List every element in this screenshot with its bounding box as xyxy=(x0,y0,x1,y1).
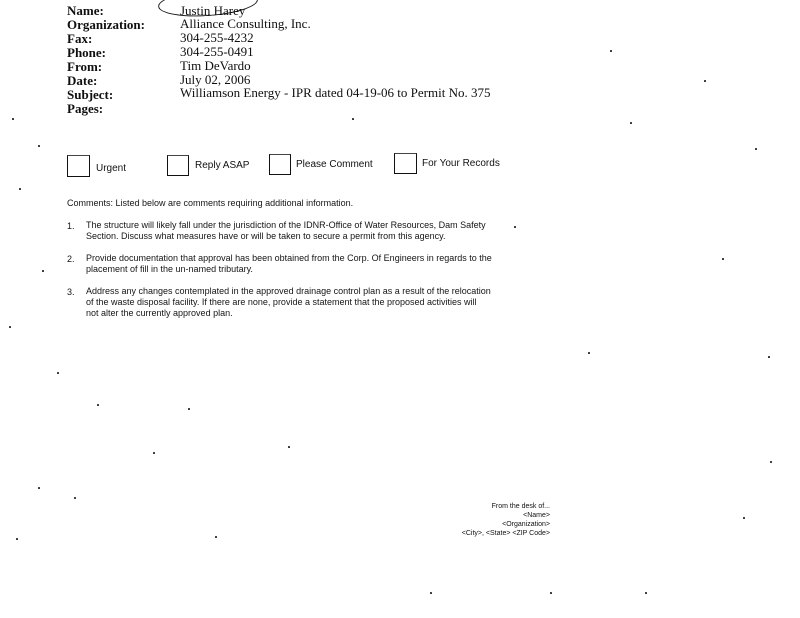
scan-speck xyxy=(74,497,76,499)
scan-speck xyxy=(42,270,44,272)
organization-label: Organization: xyxy=(67,17,145,32)
scan-speck xyxy=(755,148,757,150)
organization-value: Alliance Consulting, Inc. xyxy=(180,16,311,31)
item-3-line-1: Address any changes contemplated in the approved drainage control plan as a result of the relocation xyxy=(86,286,491,296)
scan-speck xyxy=(610,50,612,52)
scan-speck xyxy=(352,118,354,120)
scan-speck xyxy=(645,592,647,594)
subject-value: Williamson Energy - IPR dated 04-19-06 to Permit No. 375 xyxy=(180,85,491,100)
item-2-line-2: placement of fill in the un-named tributary. xyxy=(86,264,253,274)
urgent-checkbox[interactable] xyxy=(67,155,90,177)
footer-city-state-zip: <City>, <State> <ZIP Code> xyxy=(461,530,550,537)
scan-speck xyxy=(288,446,290,448)
scan-speck xyxy=(9,326,11,328)
item-3-line-3: not alter the currently approved plan. xyxy=(86,308,233,318)
scan-speck xyxy=(57,372,59,374)
item-2-line-1: Provide documentation that approval has been obtained from the Corp. Of Engineers in regards to the xyxy=(86,253,492,263)
reply-asap-checkbox[interactable] xyxy=(167,155,189,176)
scan-speck xyxy=(768,356,770,358)
scan-speck xyxy=(704,80,706,82)
item-1-line-1: The structure will likely fall under the jurisdiction of the IDNR-Office of Water Resources, Dam Safety xyxy=(86,220,486,230)
item-3-number: 3. xyxy=(67,287,75,297)
scan-speck xyxy=(514,226,516,228)
phone-label: Phone: xyxy=(67,45,106,60)
for-your-records-label: For Your Records xyxy=(422,158,500,169)
scan-speck xyxy=(153,452,155,454)
for-your-records-checkbox[interactable] xyxy=(394,153,417,174)
scan-speck xyxy=(588,352,590,354)
from-label: From: xyxy=(67,59,103,74)
reply-asap-label: Reply ASAP xyxy=(195,160,250,171)
item-2-number: 2. xyxy=(67,254,75,264)
item-3-line-2: of the waste disposal facility. If there are none, provide a statement that the proposed activities will xyxy=(86,297,477,307)
comments-intro: Comments: Listed below are comments requiring additional information. xyxy=(67,198,354,208)
date-label: Date: xyxy=(67,73,98,88)
scan-speck xyxy=(722,258,724,260)
urgent-label: Urgent xyxy=(96,163,127,174)
scan-speck xyxy=(16,538,18,540)
scan-speck xyxy=(430,592,432,594)
scan-speck xyxy=(38,487,40,489)
pages-label: Pages: xyxy=(67,101,104,116)
scan-speck xyxy=(19,188,21,190)
scan-speck xyxy=(38,145,40,147)
fax-value: 304-255-4232 xyxy=(180,30,254,45)
footer-from-desk: From the desk of... xyxy=(491,503,550,510)
scan-speck xyxy=(188,408,190,410)
scan-speck xyxy=(97,404,99,406)
item-1-line-2: Section. Discuss what measures have or will be taken to secure a permit from this agency. xyxy=(86,231,446,241)
please-comment-checkbox[interactable] xyxy=(269,154,291,175)
scan-speck xyxy=(770,461,772,463)
date-value: July 02, 2006 xyxy=(180,72,251,87)
phone-value: 304-255-0491 xyxy=(180,44,254,59)
name-value: Justin Harey xyxy=(180,3,246,18)
item-1-number: 1. xyxy=(67,221,75,231)
scan-speck xyxy=(12,118,14,120)
please-comment-label: Please Comment xyxy=(296,159,373,170)
footer-organization: <Organization> xyxy=(502,521,550,528)
footer-name: <Name> xyxy=(523,512,550,519)
from-value: Tim DeVardo xyxy=(180,58,251,73)
subject-label: Subject: xyxy=(67,87,114,102)
scan-speck xyxy=(743,517,745,519)
name-label: Name: xyxy=(67,3,104,18)
scan-speck xyxy=(630,122,632,124)
fax-label: Fax: xyxy=(67,31,93,46)
scan-speck xyxy=(550,592,552,594)
scan-speck xyxy=(215,536,217,538)
